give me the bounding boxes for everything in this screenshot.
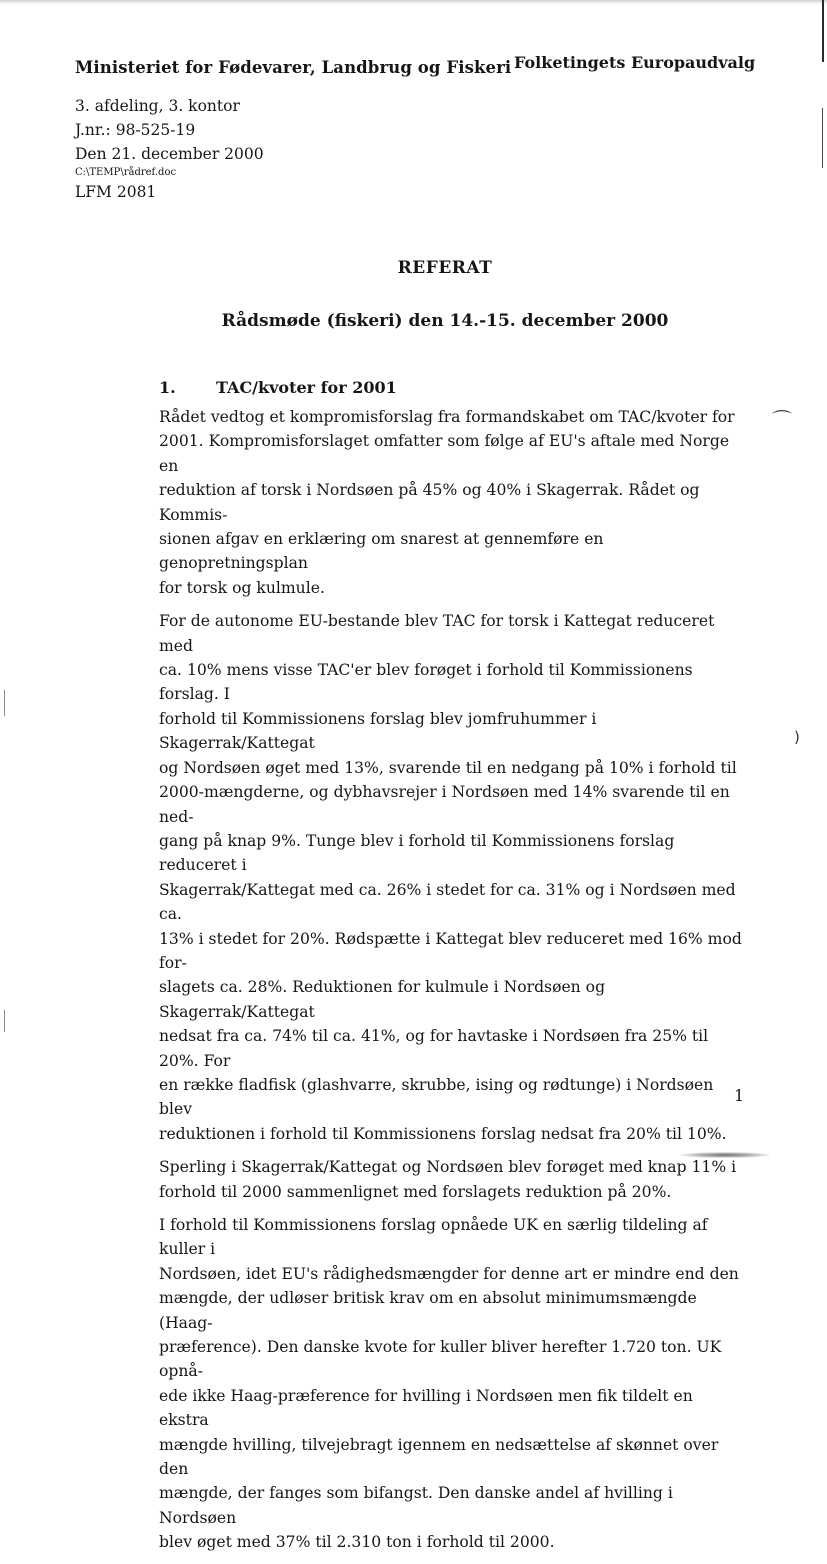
- paragraph-line: reduktion af torsk i Nordsøen på 45% og 40% i Skagerrak. Rådet og Kommis-: [159, 481, 700, 524]
- paragraph-line: 13% i stedet for 20%. Rødspætte i Kattegat blev reduceret med 16% mod for-: [159, 929, 742, 972]
- paragraph-line: mængde, der fanges som bifangst. Den danske andel af hvilling i Nordsøen: [159, 1484, 673, 1527]
- paragraph-line: og Nordsøen øget med 13%, svarende til en nedgang på 10% i forhold til: [159, 758, 737, 777]
- scan-margin-line: [4, 690, 5, 716]
- paragraph: [159, 609, 744, 1146]
- reference-code: LFM 2081: [75, 183, 157, 201]
- paragraph-line: sionen afgav en erklæring om snarest at gennemføre en genopretningsplan: [159, 530, 604, 573]
- section-number: 1.: [159, 378, 176, 397]
- paragraph-line: reduktionen i forhold til Kommissionens forslag nedsat fra 20% til 10%.: [159, 1124, 727, 1143]
- page-number: 1: [734, 1086, 745, 1105]
- paragraph-line: 2000-mængderne, og dybhavsrejer i Nordsøen med 14% svarende til en ned-: [159, 783, 730, 826]
- journal-number: J.nr.: 98-525-19: [75, 121, 196, 139]
- file-path: C:\TEMP\rådref.doc: [75, 167, 177, 178]
- paragraph-line: for torsk og kulmule.: [159, 578, 325, 597]
- document-subtitle: Rådsmøde (fiskeri) den 14.-15. december 2000: [221, 311, 669, 331]
- section-title: TAC/kvoter for 2001: [216, 378, 397, 397]
- paragraph-line: forhold til Kommissionens forslag blev jomfruhummer i Skagerrak/Kattegat: [159, 709, 597, 753]
- paragraph-line: forhold til 2000 sammenlignet med forslagets reduktion på 20%.: [159, 1182, 672, 1201]
- ministry-name: Ministeriet for Fødevarer, Landbrug og Fiskeri: [75, 58, 512, 77]
- paragraph-line: nedsat fra ca. 74% til ca. 41%, og for havtaske i Nordsøen fra 25% til 20%. For: [159, 1027, 709, 1070]
- paragraph-line: For de autonome EU-bestande blev TAC for torsk i Kattegat reduceret med: [159, 612, 715, 655]
- scan-top-edge: [0, 0, 827, 6]
- paragraph-line: Skagerrak/Kattegat med ca. 26% i stedet for ca. 31% og i Nordsøen med ca.: [159, 880, 736, 924]
- scan-margin-line: [822, 0, 824, 62]
- scan-margin-line: [822, 108, 823, 168]
- scan-margin-line: [4, 1010, 5, 1032]
- department-line: 3. afdeling, 3. kontor: [75, 97, 240, 115]
- paragraph-line: Sperling i Skagerrak/Kattegat og Nordsøen blev forøget med knap 11% i: [159, 1158, 737, 1177]
- paragraph: [159, 405, 744, 600]
- document-title: REFERAT: [397, 258, 493, 278]
- paragraph-line: mængde, der udløser britisk krav om en absolut minimumsmængde (Haag-: [159, 1289, 697, 1332]
- paragraph-line: gang på knap 9%. Tunge blev i forhold til Kommissionens forslag reduceret i: [159, 831, 675, 875]
- paragraph-line: Nordsøen, idet EU's rådighedsmængder for denne art er mindre end den: [159, 1264, 739, 1283]
- paragraph-line: en række fladfisk (glashvarre, skrubbe, ising og rødtunge) i Nordsøen blev: [159, 1075, 714, 1119]
- paragraph-line: Rådet vedtog et kompromisforslag fra formandskabet om TAC/kvoter for: [159, 408, 735, 426]
- margin-bracket-mark: ): [794, 728, 800, 746]
- scan-smudge: [680, 1152, 770, 1158]
- recipient-name: Folketingets Europaudvalg: [514, 53, 756, 72]
- paragraph-line: mængde hvilling, tilvejebragt igennem en nedsættelse af skønnet over den: [159, 1435, 719, 1479]
- body-text: [159, 405, 744, 1564]
- paragraph-line: 2001. Kompromisforslaget omfatter som følge af EU's aftale med Norge en: [159, 432, 730, 475]
- paragraph-line: I forhold til Kommissionens forslag opnåede UK en særlig tildeling af kuller i: [159, 1216, 708, 1259]
- paragraph-line: ca. 10% mens visse TAC'er blev forøget i forhold til Kommissionens forslag. I: [159, 661, 693, 704]
- margin-bracket-mark: ⌒: [772, 408, 792, 432]
- document-date: Den 21. december 2000: [75, 145, 264, 163]
- paragraph-line: ede ikke Haag-præference for hvilling i Nordsøen men fik tildelt en ekstra: [159, 1386, 693, 1430]
- document-meta: [75, 94, 264, 204]
- paragraph-line: slagets ca. 28%. Reduktionen for kulmule i Nordsøen og Skagerrak/Kattegat: [159, 978, 606, 1021]
- paragraph: [159, 1213, 744, 1555]
- paragraph-line: præference). Den danske kvote for kuller bliver herefter 1.720 ton. UK opnå-: [159, 1338, 722, 1381]
- section-heading: [159, 378, 397, 397]
- paragraph-line: blev øget med 37% til 2.310 ton i forhold til 2000.: [159, 1533, 555, 1552]
